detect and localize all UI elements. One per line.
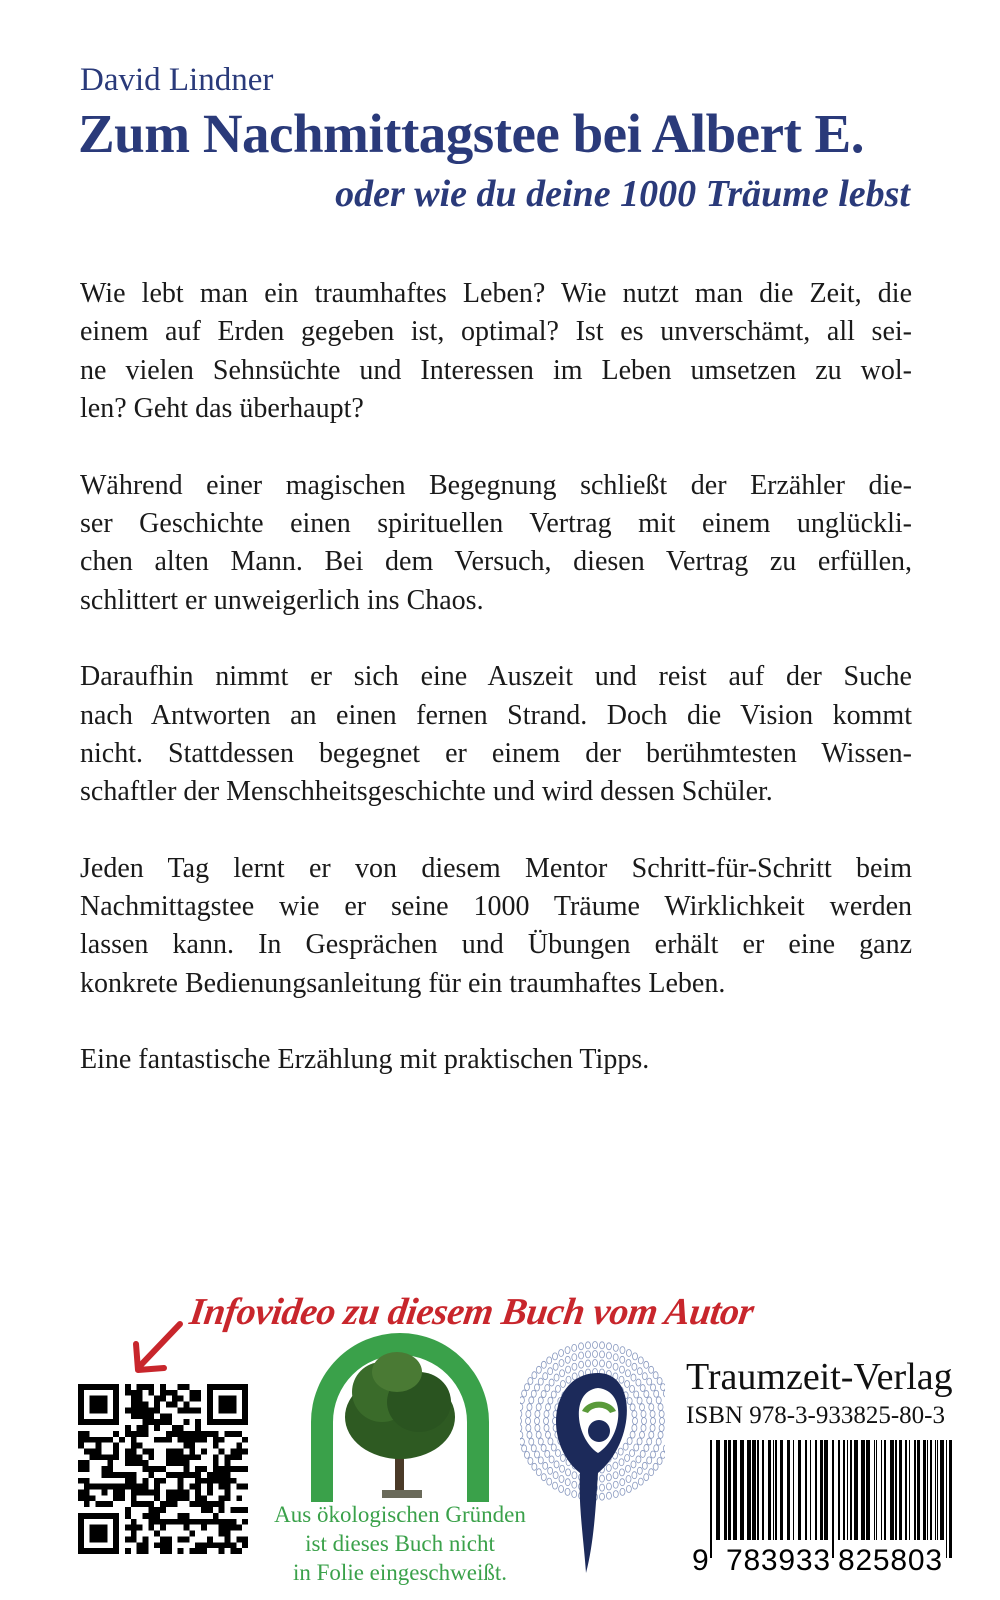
barcode-bar — [787, 1440, 790, 1540]
blurb-line: ser Geschichte einen spirituellen Vertrag mit einem unglückli- — [80, 507, 912, 539]
blurb-line: Während einer magischen Begegnung schließt der Erzähler die- — [80, 469, 912, 501]
barcode-bar — [935, 1440, 936, 1540]
barcode-bar — [881, 1440, 882, 1540]
barcode-bar — [747, 1440, 751, 1540]
barcode-bar — [775, 1440, 777, 1540]
barcode-bar — [740, 1440, 744, 1540]
eco-notice — [250, 1500, 550, 1587]
barcode-bar — [914, 1440, 916, 1540]
barcode-bar — [866, 1440, 870, 1540]
barcode-bar — [905, 1440, 907, 1540]
barcode-bar — [724, 1440, 727, 1540]
barcode-bar — [768, 1440, 771, 1540]
book-title: Zum Nachmittagstee bei Albert E. — [78, 103, 864, 164]
barcode-bar — [832, 1440, 834, 1558]
barcode-bar — [876, 1440, 877, 1540]
barcode-bar — [762, 1440, 764, 1540]
barcode-bar — [861, 1440, 865, 1540]
barcode-bar — [752, 1440, 756, 1540]
blurb-paragraph — [80, 275, 912, 429]
blurb-line: schlittert er unweigerlich ins Chaos. — [80, 584, 484, 616]
blurb-line: Wie lebt man ein traumhaftes Leben? Wie nutzt man die Zeit, die — [80, 278, 912, 309]
blurb-line: chen alten Mann. Bei dem Versuch, diesen Vertrag zu erfüllen, — [80, 546, 912, 578]
blurb-line: len? Geht das überhaupt? — [80, 393, 364, 425]
barcode-bar — [716, 1440, 720, 1540]
barcode-bar — [824, 1440, 828, 1540]
barcode-bar — [949, 1440, 952, 1558]
barcode-bar — [733, 1440, 737, 1540]
blurb — [80, 275, 912, 1118]
barcode-bar — [874, 1440, 875, 1540]
barcode-bar — [940, 1440, 944, 1540]
blurb-paragraph — [80, 467, 912, 621]
qr-code[interactable] — [78, 1383, 248, 1555]
blurb-paragraph — [80, 1041, 912, 1079]
barcode-bar — [899, 1440, 902, 1540]
barcode-bar — [917, 1440, 920, 1540]
blurb-line: nach Antworten an einen fernen Strand. Doch die Vision kommt — [80, 699, 912, 731]
blurb-line: konkrete Bedienungsanleitung für ein traumhaftes Leben. — [80, 967, 726, 999]
barcode-bar — [895, 1440, 897, 1540]
barcode — [692, 1440, 957, 1575]
barcode-bar — [793, 1440, 794, 1540]
eco-line: ist dieses Buch nicht — [305, 1531, 495, 1556]
barcode-bar — [847, 1440, 848, 1540]
barcode-bar — [884, 1440, 886, 1540]
eco-tree-logo — [297, 1322, 503, 1502]
blurb-line: nicht. Stattdessen begegnet er einem der berühmtesten Wissen- — [80, 737, 912, 769]
barcode-bar — [930, 1440, 932, 1540]
barcode-bar — [850, 1440, 852, 1540]
barcode-digits: 783933 — [726, 1544, 830, 1575]
barcode-bar — [820, 1440, 823, 1540]
barcode-bar — [937, 1440, 938, 1540]
blurb-line: schaftler der Menschheitsgeschichte und wird dessen Schüler. — [80, 776, 773, 808]
barcode-bar — [890, 1440, 894, 1540]
barcode-bar — [843, 1440, 845, 1540]
barcode-bar — [780, 1440, 783, 1540]
blurb-line: Nachmittagstee wie er seine 1000 Träume Wirklichkeit werden — [80, 891, 912, 923]
blurb-line: Jeden Tag lernt er von diesem Mentor Schritt-für-Schritt beim — [80, 852, 912, 884]
eco-line: Aus ökologischen Gründen — [274, 1502, 526, 1527]
barcode-bar — [909, 1440, 910, 1540]
barcode-digits: 825803 — [838, 1544, 942, 1575]
isbn: ISBN 978-3-933825-80-3 — [686, 1402, 946, 1429]
barcode-bar — [946, 1440, 947, 1558]
barcode-bar — [728, 1440, 731, 1540]
barcode-digit: 9 — [692, 1544, 709, 1575]
eco-line: in Folie eingeschweißt. — [293, 1560, 507, 1585]
barcode-bar — [923, 1440, 926, 1540]
publisher-logo — [520, 1333, 665, 1578]
book-subtitle: oder wie du deine 1000 Träume lebst — [335, 173, 910, 215]
barcode-bar — [815, 1440, 817, 1540]
barcode-bar — [854, 1440, 858, 1540]
promo-text: Infovideo zu diesem Buch vom Autor — [187, 1291, 757, 1333]
blurb-line: lassen kann. In Gesprächen und Übungen erhält er eine ganz — [80, 929, 912, 961]
barcode-bar — [810, 1440, 811, 1540]
blurb-line: Eine fantastische Erzählung mit praktischen Tipps. — [80, 1044, 650, 1076]
blurb-line: einem auf Erden gegeben ist, optimal? Ist es unverschämt, all sei- — [80, 316, 912, 348]
arrow-icon — [130, 1318, 190, 1378]
blurb-paragraph — [80, 850, 912, 1004]
barcode-bar — [710, 1440, 712, 1558]
barcode-bar — [805, 1440, 807, 1540]
barcode-bar — [757, 1440, 759, 1540]
publisher-name: Traumzeit-Verlag — [686, 1356, 953, 1398]
barcode-bar — [773, 1440, 774, 1540]
blurb-line: ne vielen Sehnsüchte und Interessen im Leben umsetzen zu wol- — [80, 354, 912, 386]
blurb-paragraph — [80, 658, 912, 812]
barcode-bar — [927, 1440, 928, 1540]
barcode-bar — [838, 1440, 840, 1540]
author-name: David Lindner — [80, 62, 274, 98]
blurb-line: Daraufhin nimmt er sich eine Auszeit und reist auf der Suche — [80, 661, 912, 693]
barcode-bar — [798, 1440, 801, 1540]
